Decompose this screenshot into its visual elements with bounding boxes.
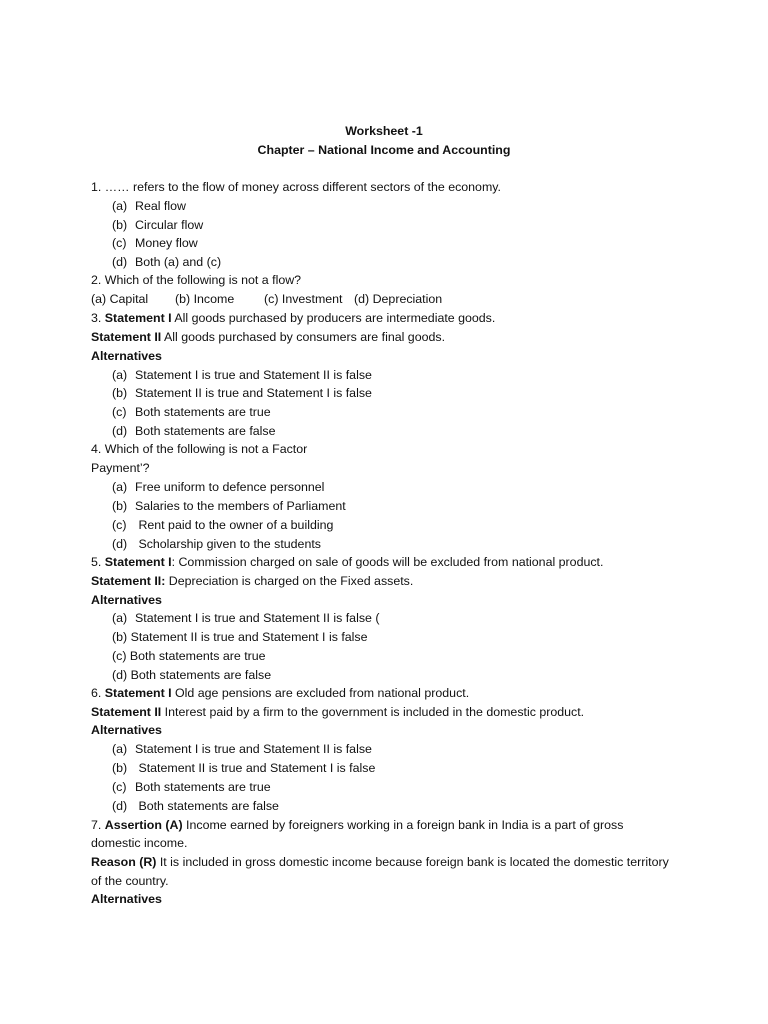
q4-text-line-1: 4. Which of the following is not a Factor (91, 442, 308, 456)
q2-option-d: (d) Depreciation (354, 292, 443, 306)
q6-option-d: (d) Both statements are false (112, 799, 279, 813)
q5-option-c: (c) Both statements are true (112, 649, 266, 663)
q2-text: 2. Which of the following is not a flow? (91, 273, 302, 287)
q1-option-c: (c) Money flow (112, 236, 198, 250)
q6-option-c: (c) Both statements are true (112, 780, 271, 794)
q2-option-b: (b) Income (175, 292, 235, 306)
q2-option-a: (a) Capital (91, 292, 149, 306)
q5-option-b: (b) Statement II is true and Statement I is false (112, 630, 368, 644)
q6-statement-2: Statement II Interest paid by a firm to the government is included in the domestic product. (91, 705, 585, 719)
q4-option-a: (a) Free uniform to defence personnel (112, 480, 325, 494)
q5-option-a: (a) Statement I is true and Statement II is false ( (112, 611, 380, 625)
q4-option-d: (d) Scholarship given to the students (112, 537, 321, 551)
q1-text: 1. …… refers to the flow of money across different sectors of the economy. (91, 180, 501, 194)
q3-option-a: (a) Statement I is true and Statement II is false (112, 368, 372, 382)
q5-statement-2: Statement II: Depreciation is charged on the Fixed assets. (91, 574, 414, 588)
q4-option-c: (c) Rent paid to the owner of a building (112, 518, 334, 532)
q6-statement-1: 6. Statement I Old age pensions are excluded from national product. (91, 686, 470, 700)
q6-alternatives-label: Alternatives (91, 723, 162, 737)
q3-statement-1: 3. Statement I All goods purchased by producers are intermediate goods. (91, 311, 496, 325)
worksheet-title: Worksheet -1 (345, 124, 423, 138)
q1-option-a: (a) Real flow (112, 199, 186, 213)
q5-statement-1: 5. Statement I: Commission charged on sale of goods will be excluded from national product. (91, 555, 604, 569)
q3-option-b: (b) Statement II is true and Statement I is false (112, 386, 372, 400)
q1-option-d: (d) Both (a) and (c) (112, 255, 222, 269)
q6-option-b: (b) Statement II is true and Statement I is false (112, 761, 376, 775)
q3-statement-2: Statement II All goods purchased by consumers are final goods. (91, 330, 446, 344)
q3-option-d: (d) Both statements are false (112, 424, 276, 438)
q7-assertion: 7. Assertion (A) Income earned by foreigners working in a foreign bank in India is a part of gross (91, 818, 624, 832)
q7-reason-continued: of the country. (91, 874, 169, 888)
q5-option-d: (d) Both statements are false (112, 668, 272, 682)
q5-alternatives-label: Alternatives (91, 593, 162, 607)
q3-option-c: (c) Both statements are true (112, 405, 271, 419)
q2-option-c: (c) Investment (264, 292, 343, 306)
q6-option-a: (a) Statement I is true and Statement II is false (112, 742, 372, 756)
q7-assertion-continued: domestic income. (91, 836, 188, 850)
q7-reason: Reason (R) It is included in gross domestic income because foreign bank is located the domestic territory (91, 855, 669, 869)
q3-alternatives-label: Alternatives (91, 349, 162, 363)
q1-option-b: (b) Circular flow (112, 218, 204, 232)
chapter-title: Chapter – National Income and Accounting (257, 143, 511, 157)
q4-option-b: (b) Salaries to the members of Parliament (112, 499, 346, 513)
q4-text-line-2: Payment’? (91, 461, 150, 475)
q7-alternatives-label: Alternatives (91, 892, 162, 906)
